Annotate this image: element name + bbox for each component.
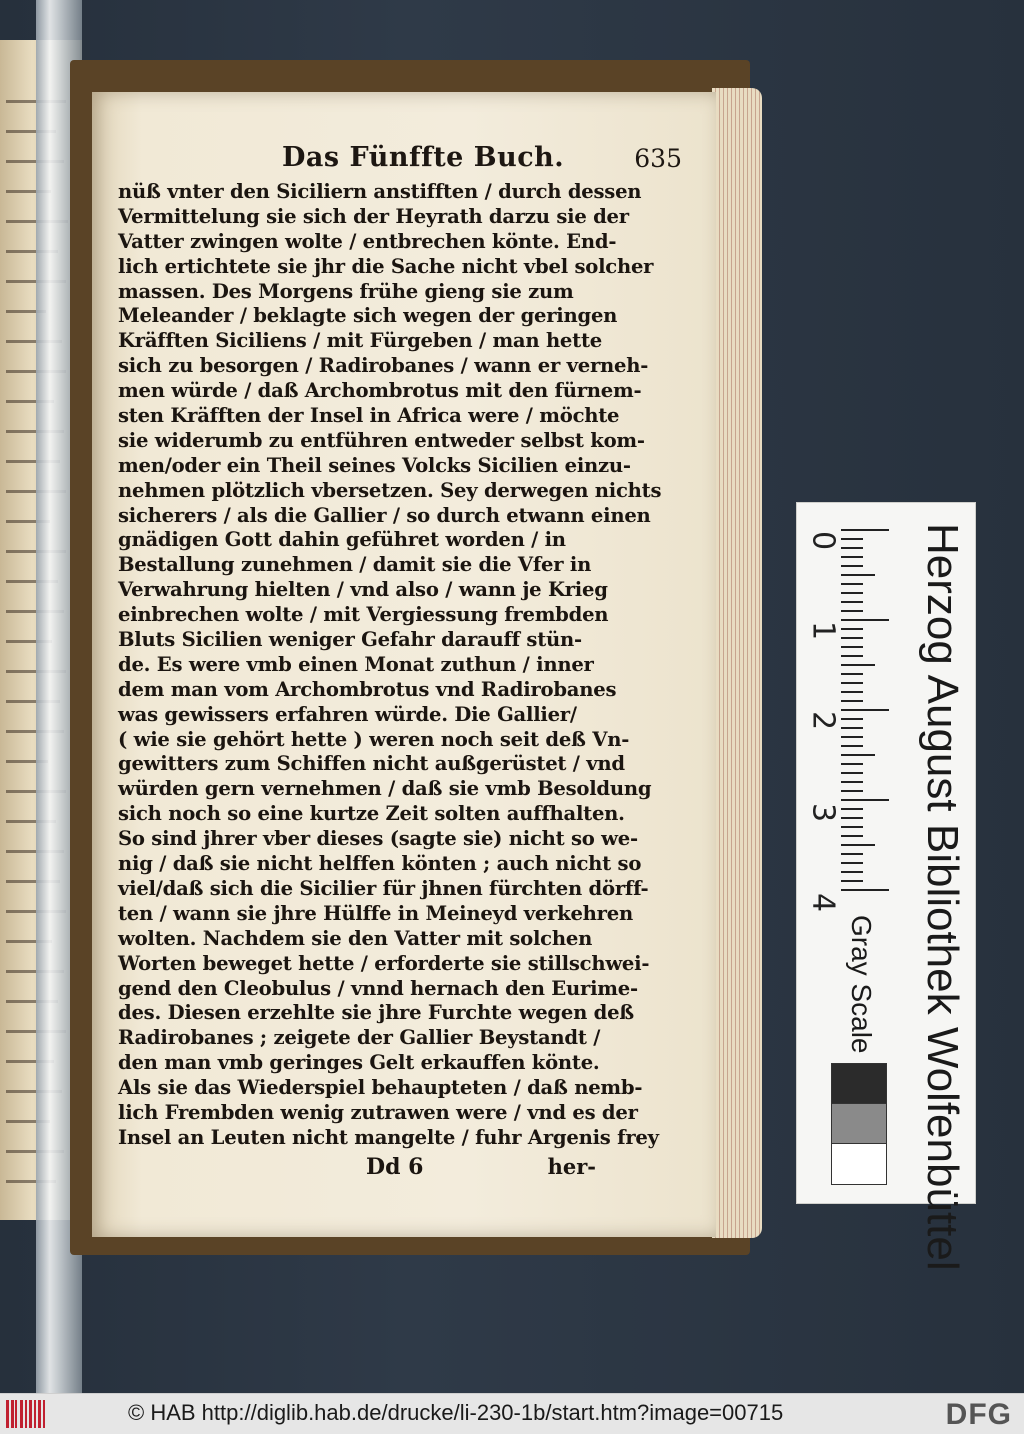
gray-swatch-mid	[831, 1103, 887, 1145]
ruler-tick	[841, 547, 863, 549]
ruler-card	[796, 502, 976, 1271]
text-line: einbrechen wolte / mit Vergiessung frembden	[118, 603, 609, 627]
text-line: Radirobanes ; zeigete der Gallier Beystandt /	[118, 1026, 601, 1050]
ruler-tick	[841, 592, 863, 594]
ruler-tick	[841, 763, 863, 765]
text-line: Meleander / beklagte sich wegen der geringen	[118, 304, 618, 328]
ruler-tick	[841, 673, 863, 675]
text-line: Bluts Sicilien weniger Gefahr darauff stün-	[118, 628, 582, 652]
ruler-tick	[841, 844, 875, 846]
body-text	[118, 180, 662, 1151]
ruler-tick	[841, 871, 863, 873]
text-line: sie widerumb zu entführen entweder selbst kom-	[118, 428, 645, 452]
ruler-tick	[841, 826, 863, 828]
text-line: Vatter zwingen wolte / entbrechen könte. End-	[118, 229, 617, 253]
text-line: gewitters zum Schiffen nicht außgerüstet / vnd	[118, 752, 625, 776]
ruler-tick	[841, 700, 863, 702]
ruler-tick	[841, 709, 889, 711]
page-number: 635	[634, 144, 682, 173]
ruler-tick	[841, 790, 863, 792]
text-line: sten Kräfften der Insel in Africa were / möchte	[118, 404, 620, 428]
ruler-tick	[841, 880, 863, 882]
ruler-tick	[841, 808, 863, 810]
ruler-tick	[841, 664, 875, 666]
ruler-tick	[841, 583, 863, 585]
text-line: sich zu besorgen / Radirobanes / wann er verneh-	[118, 354, 649, 378]
ruler-tick	[841, 565, 863, 567]
text-line: nig / daß sie nicht helffen könten ; auch nicht so	[118, 852, 642, 876]
ruler-number: 3	[805, 802, 841, 823]
text-line: ( wie sie gehört hette ) weren noch seit deß Vn-	[118, 727, 630, 751]
text-line: was gewissers erfahren würde. Die Gallier/	[118, 702, 577, 726]
text-line: gnädigen Gott dahin geführet worden / in	[118, 528, 566, 552]
text-line: men würde / daß Archombrotus mit den fürnem-	[118, 379, 642, 403]
text-line: Insel an Leuten nicht mangelte / fuhr Argenis frey	[118, 1125, 659, 1149]
ruler-ticks	[841, 529, 901, 899]
ruler-tick	[841, 781, 863, 783]
book-page	[92, 92, 716, 1237]
text-line: Vermittelung sie sich der Heyrath darzu sie der	[118, 204, 629, 228]
text-line: viel/daß sich die Sicilier für jhnen fürchten dörff-	[118, 876, 649, 900]
text-line: nehmen plötzlich vbersetzen. Sey derwegen nichts	[118, 478, 662, 502]
signature-mark: Dd 6	[366, 1154, 424, 1180]
ruler-tick	[841, 835, 863, 837]
ruler-tick	[841, 745, 863, 747]
page-footer	[118, 1154, 618, 1184]
book-fore-edge	[712, 88, 762, 1238]
ruler-tick	[841, 736, 863, 738]
ruler-tick	[841, 799, 889, 801]
ruler-number: 2	[805, 710, 841, 731]
ruler-tick	[841, 628, 863, 630]
text-line: Worten beweget hette / erforderte sie stillschwei-	[118, 951, 650, 975]
ruler-tick	[841, 772, 863, 774]
gray-swatch-light	[831, 1143, 887, 1185]
text-line: Als sie das Wiederspiel behaupteten / daß nemb-	[118, 1076, 643, 1100]
ruler-tick	[841, 853, 863, 855]
ruler-tick	[841, 754, 875, 756]
text-line: massen. Des Morgens frühe gieng sie zum	[118, 279, 574, 303]
ruler-tick	[841, 817, 863, 819]
text-line: wolten. Nachdem sie den Vatter mit solchen	[118, 926, 593, 950]
text-line: Verwahrung hielten / vnd also / wann je Krieg	[118, 578, 608, 602]
text-line: gend den Cleobulus / vnnd hernach den Eurime-	[118, 976, 638, 1000]
ruler-tick	[841, 682, 863, 684]
ruler-tick	[841, 556, 863, 558]
ruler-tick	[841, 718, 863, 720]
text-line: So sind jhrer vber dieses (sagte sie) nicht so we-	[118, 827, 638, 851]
page-header	[282, 142, 682, 182]
ruler-tick	[841, 538, 863, 540]
ruler-tick	[841, 655, 863, 657]
ruler-tick	[841, 862, 863, 864]
ruler-tick	[841, 619, 889, 621]
ruler-tick	[841, 691, 863, 693]
text-line: de. Es were vmb einen Monat zuthun / inner	[118, 652, 594, 676]
text-line: lich Frembden wenig zutrawen were / vnd es der	[118, 1100, 638, 1124]
dfg-logo: DFG	[945, 1398, 1012, 1431]
ruler-scale-numbers	[803, 523, 843, 923]
barcode-icon	[6, 1400, 46, 1428]
text-line: würden gern vernehmen / daß sie vmb Besoldung	[118, 777, 652, 801]
ruler-tick	[841, 646, 863, 648]
text-line: ten / wann sie jhre Hülffe in Meineyd verkehren	[118, 901, 633, 925]
gray-swatch-dark	[831, 1063, 887, 1105]
text-line: Kräfften Siciliens / mit Fürgeben / man hette	[118, 329, 602, 353]
copyright-link[interactable]: © HAB http://diglib.hab.de/drucke/li-230-1b/start.htm?image=00715	[128, 1400, 784, 1425]
ruler-tick	[841, 529, 889, 531]
text-line: sich noch so eine kurtze Zeit solten auffhalten.	[118, 802, 625, 826]
ruler-number: 1	[805, 620, 841, 641]
text-line: lich ertichtete sie jhr die Sache nicht vbel solcher	[118, 254, 654, 278]
ruler-tick	[841, 610, 863, 612]
ruler-tick	[841, 574, 875, 576]
text-line: sicherers / als die Gallier / so durch etwann einen	[118, 503, 651, 527]
ruler-tick	[841, 637, 863, 639]
text-line: nüß vnter den Siciliern anstifften / durch dessen	[118, 180, 642, 203]
ruler-tick	[841, 601, 863, 603]
catchword: her-	[547, 1154, 596, 1179]
text-line: dem man vom Archombrotus vnd Radirobanes	[118, 677, 617, 701]
institution-label: Herzog August Bibliothek Wolfenbüttel	[918, 523, 967, 1271]
footer-bar	[0, 1393, 1024, 1434]
ruler-number: 4	[805, 892, 841, 913]
ruler-number: 0	[805, 530, 841, 551]
text-line: den man vmb geringes Gelt erkauffen könte.	[118, 1051, 600, 1075]
running-title: Das Fünffte Buch.	[282, 142, 565, 173]
ruler-tick	[841, 727, 863, 729]
text-line: men/oder ein Theil seines Volcks Sicilien einzu-	[118, 453, 631, 477]
gray-scale-label: Gray Scale	[846, 915, 877, 1054]
ruler-tick	[841, 889, 889, 891]
text-line: des. Diesen erzehlte sie jhre Furchte wegen deß	[118, 1001, 634, 1025]
text-line: Bestallung zunehmen / damit sie die Vfer in	[118, 553, 592, 577]
